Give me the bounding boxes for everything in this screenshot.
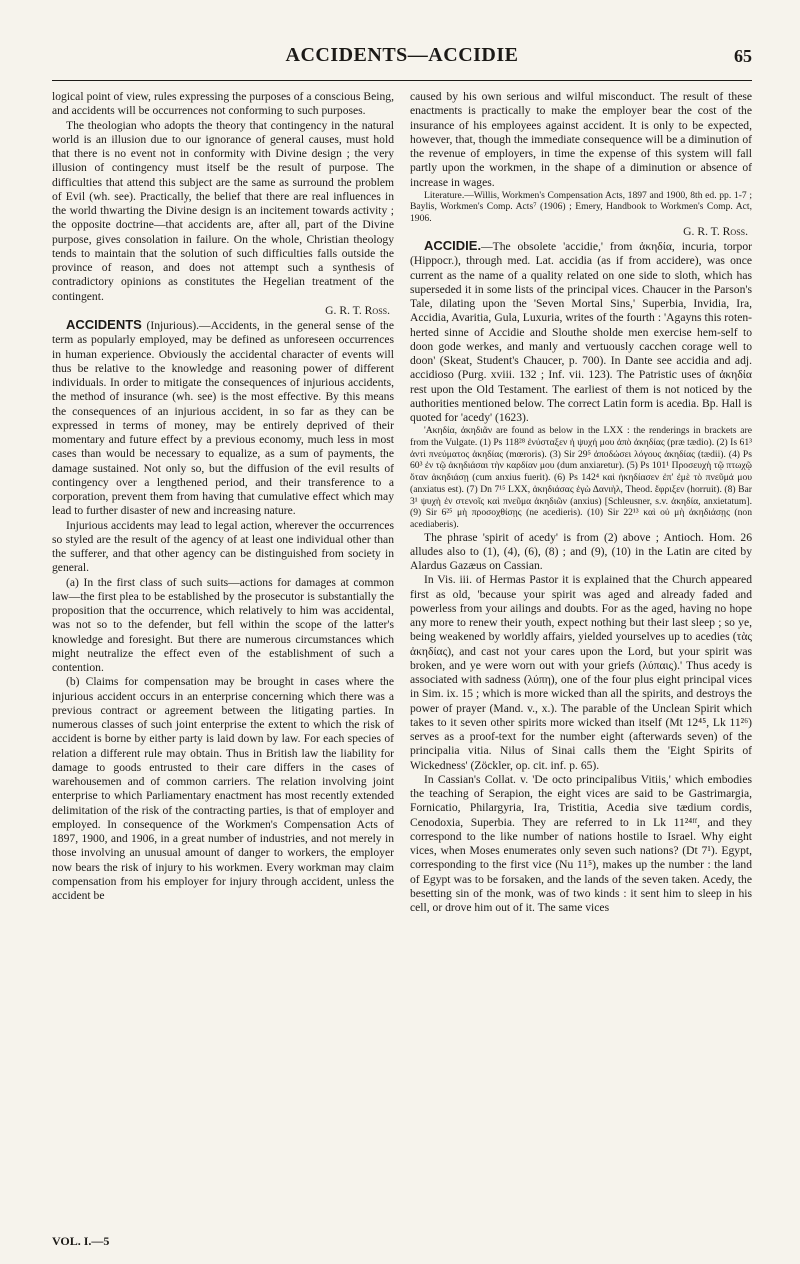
paragraph: In Cassian's Collat. v. 'De octo principalibus Vitiis,' which embodies the teaching of Serapion, the eight vices are said to be Gastrimargia, Fornicatio, Philargyria, Ira, Tristitia, Acedia sive tædium cordis, Cenodoxia, Superbia. They are referred to in Lk 11²⁴ᶠᶠ, and they correspond to the like number of nations hostile to Israel. Why eight vices, when Moses enumerates only seven such nations? (Dt 7¹). Egypt, corresponding to the first vice (Nu 11⁵), makes up the number : the land of Egypt was to be forsaken, and the lands of the seven taken. Acedy, the besetting sin of the monk, was of two kinds : it sent him to sleep in his cell, or drove him out of it. The same vices (410, 772, 752, 915)
paragraph: The phrase 'spirit of acedy' is from (2) above ; Antioch. Hom. 26 alludes also to (1), (4), (6), (8) ; and (9), (10) in the Latin are cited by Alardus Gazæus on Cassian. (410, 530, 752, 573)
paragraph: Injurious accidents may lead to legal action, wherever the occurrences so styled are the result of the agency of at least one individual other than the sufferer, and that other agency can be distinguished from society in general. (52, 518, 394, 575)
left-column (52, 90, 394, 1240)
article-accidie (410, 239, 752, 425)
paragraph: caused by his own serious and wilful misconduct. The result of these enactments is practically to make the employer bear the cost of the insurance of his employees against accident. It is only to be expected, however, that, though the immediate consequence will be a diminution of the revenue of employers, in time the expense of this system will fall partly upon the workmen, in the shape of a diminution or absence of increase in wages. (410, 90, 752, 189)
article-heading: ACCIDIE. (424, 238, 482, 254)
paragraph: (a) In the first class of such suits—actions for damages at common law—the first plea to be established by the prosecutor is substantially the proposition that the occurrence, which relatively to him was accidental, was not so to the defender, but fell within the scope of the latter's knowledge and foresight. But there are numerous circumstances which might neutralize the effect even of the establishment of such a contention. (52, 575, 394, 674)
paragraph: The theologian who adopts the theory that contingency in the natural world is an illusion due to our ignorance of general causes, must hold that there is no event not in conformity with Divine design ; the very illusion of contingency must itself be the result of purpose. The difficulties that attend this subject are the same as surround the problem of Evil (wh. see). Practically, the belief that there are real influences in the world thwarting the Divine design is an incitement towards activity ; the opposite doctrine—that accidents are, after all, part of the Divine purpose, gives consolation in failure. On the whole, Christian theology tends to maintain that the solution of such difficulties falls outside the province of reason, and does not attempt such a synthesis of contradictory opinions as constitutes the Hegelian treatment of the contingent. (52, 118, 394, 303)
running-head (52, 40, 752, 81)
author-signature: G. R. T. Ross. (683, 224, 748, 238)
right-column (410, 90, 752, 1240)
page-number: 65 (734, 46, 752, 66)
paragraph: logical point of view, rules expressing the purposes of a conscious Being, and accidents will be occurrences not conforming to such purposes. (52, 90, 394, 118)
article-text: (Injurious).—Accidents, in the general sense of the term as popularly employed, may be defined as unforeseen occurrences in human experience. Obviously the accidental character of events will thus be relative to the knowledge and reasoning power of different individuals. In order to mitigate the consequences of injurious accidents, the method of insurance (wh. see) is the most effective. By this means the consequences of an injurious accident, in so far as they can be expressed in terms of money, may be entirely deprived of their momentary and future effect by a previous economy, much less in most cases than would be necessary to equalize, as a sum of payments, the damage sustained. Not only so, but the diffusion of the evil results of contingency over a lengthened period, and their transference to a corporation, prevent them from having that cumulative effect which may lead to further disaster of new and increasing nature. (52, 319, 394, 518)
paragraph: (b) Claims for compensation may be brought in cases where the injurious accident occurs in an enterprise concerning which there was a previous contract or agreement between the litigating parties. In numerous classes of such joint enterprise the extent to which the risk of accident is borne by either party is laid down by law. For each species of relation a different rule may obtain. Thus in British law the liability for damage to goods entrusted to their care differs in the cases of warehousemen and of common carriers. The relation involving joint enterprise to which Parliamentary enactment has most recently extended delimitation of the risk of the contracting parties, is that of employer and employed. In consequence of the Workmen's Compensation Acts of 1897, 1900, and 1906, in a great number of industries, and not merely in those involving an unusual amount of danger to workers, the employer now bears the risk of injury to his workmen. Every workman may claim compensation from his employer for injury through accident, unless the accident be (52, 675, 394, 902)
author-signature: G. R. T. Ross. (325, 303, 390, 317)
paragraph: In Vis. iii. of Hermas Pastor it is explained that the Church appeared first as old, 'because your spirit was aged and already faded and powerless from your ailings and doubts. For as the aged, having no hope any more to renew their youth, expect nothing but their last sleep ; so ye, being weakened by worldly affairs, yielded yourselves up to acedies (τὰς ἀκηδίας), and cast not your cares upon the Lord, but your spirit was broken, and ye were worn out with your griefs (λύπαις).' Thus acedy is associated with sadness (λύπη), one of the four plus eight principal vices in Sim. ix. 15 ; which is more wicked than all the spirits, and destroys the power of prayer (Mand. v., x.). The parable of the Unclean Spirit which takes to it seven other spirits more wicked than itself (Mt 12⁴⁵, Lk 11²⁶) serves as a proof-text for the number eight (afterwards seven) of the principalia vitia. Nilus of Sinai calls them the 'Eight Spirits of Wickedness' (Zöckler, op. cit. inf. p. 65). (410, 573, 752, 772)
page-title: ACCIDENTS—ACCIDIE (285, 44, 519, 66)
footnote-block: 'Ακηδία, ἀκηδιᾶν are found as below in the LXX : the renderings in brackets are from the Vulgate. (1) Ps 118²⁸ ἐνύσταξεν ἡ ψυχή μου ἀπὸ ἀκηδίας (præ tædio). (2) Is 61³ ἀντὶ πνεύματος ἀκηδίας (mœroris). (3) Sir 29⁵ ἀποδώσει λόγους ἀκηδίας (tædii). (4) Ps 60³ ἐν τῷ ἀκηδιάσαι τὴν καρδίαν μου (dum anxiaretur). (5) Ps 101¹ Προσευχὴ τῷ πτωχῷ ὅταν ἀκηδιάσῃ (cum anxius fuerit). (6) Ps 142⁴ καὶ ἠκηδίασεν ἐπ' ἐμὲ τὸ πνεῦμά μου (anxiatus est). (7) Dn 7¹⁵ LXX, ἀκηδιάσας ἐγὼ Δανιὴλ, Theod. ἔφριξεν (horruit). (8) Bar 3¹ ψυχὴ ἐν στενοῖς καὶ πνεῦμα ἀκηδιῶν (anxius) [Schleusner, s.v. ἀκηδία, anxietatum]. (9) Sir 6²⁵ μὴ προσοχθίσῃς (ne acedieris). (10) Sir 22¹³ καὶ οὐ μὴ ἀκηδιάσῃς (non acediaberis). (410, 425, 752, 530)
literature-note: Literature.—Willis, Workmen's Compensation Acts, 1897 and 1900, 8th ed. pp. 1-7 ; Baylis, Workmen's Comp. Acts⁷ (1906) ; Emery, Handbook to Workmen's Comp. Act, 1906. (410, 189, 752, 225)
article-text: —The obsolete 'accidie,' from ἀκηδία, incuria, torpor (Hippocr.), through med. Lat. accidia (as if from accidere), was once current as the name of a quality related on one side to sloth, which has superseded it in some lists of the principal vices. Chaucer in the Parson's Tale, dilating upon the 'Seven Mortal Sins,' Superbia, Invidia, Ira, Accidia, Avaritia, Gula, Luxuria, writes of the fourth : 'Agayns this roten-herted sinne of Accidie and Slouthe sholde men exercise hem-self to doon gode werkes, and manly and vertuously cacchen corage well to doon' (Skeat, Student's Chaucer, p. 700). In Dante see accidia and adj. accidioso (Purg. xviii. 132 ; Inf. vii. 123). The Patristic uses of ἀκηδία rest upon the Old Testament. The earliest of them is not noticed by the authorities mentioned below. The correct Latin form is acedia. Bp. Hall is quoted for 'acedy' (1623). (410, 240, 752, 425)
article-accidents (52, 318, 394, 519)
volume-signature: VOL. I.—5 (52, 1234, 110, 1248)
article-heading: ACCIDENTS (66, 317, 142, 332)
